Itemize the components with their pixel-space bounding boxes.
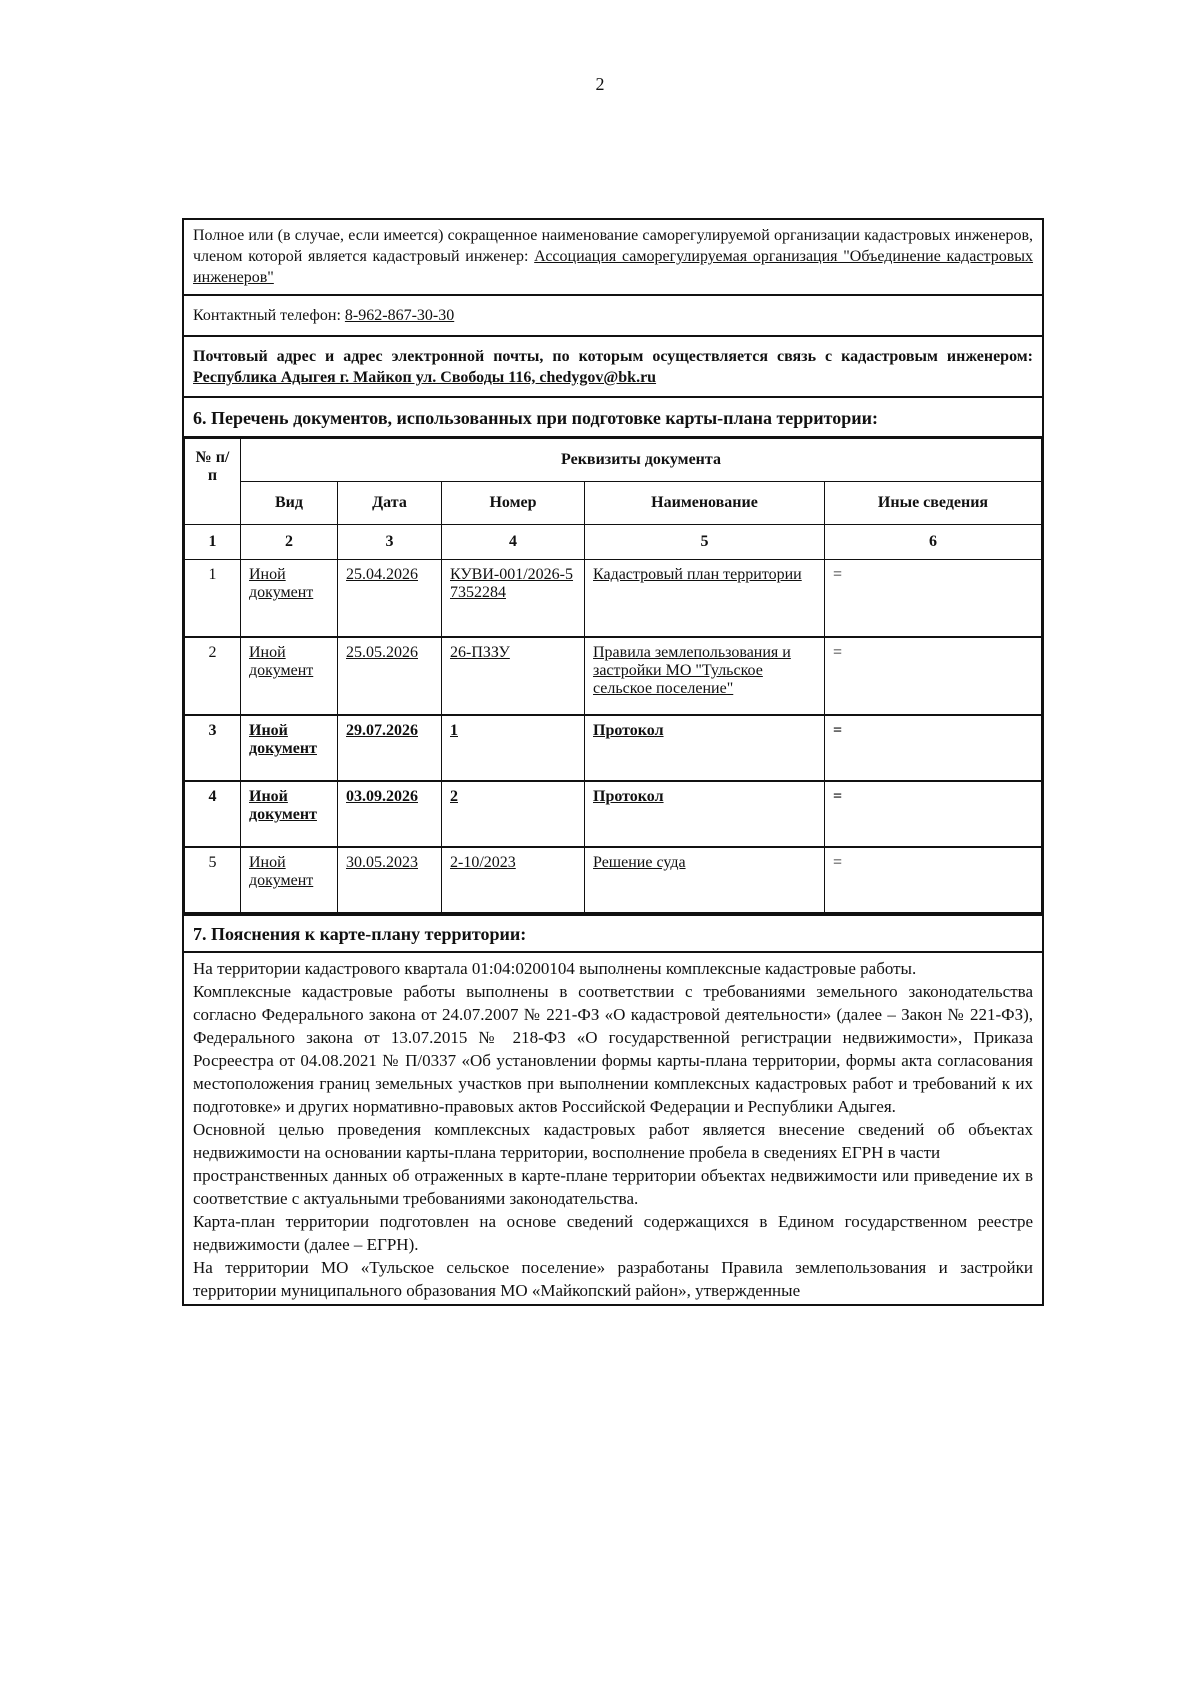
paragraph: На территории МО «Тульское сельское поселение» разработаны Правила землепользования и застройки территории муниципального образования МО «Майкопский район», утвержденные <box>193 1258 1033 1300</box>
row-date: 30.05.2023 <box>338 847 442 913</box>
col-number-5: 5 <box>585 525 825 560</box>
row-num: 2 <box>185 637 241 715</box>
documents-table <box>184 438 1042 914</box>
row-number: 1 <box>442 715 585 781</box>
header-group: Реквизиты документа <box>241 439 1042 482</box>
col-number-6: 6 <box>825 525 1042 560</box>
address-label: Почтовый адрес и адрес электронной почты, по которым осуществляется связь с кадастровым инженером: <box>193 348 1033 365</box>
documents-table-wrap <box>184 438 1042 916</box>
row-other: = <box>825 715 1042 781</box>
header-num: № п/п <box>185 439 241 525</box>
header-number: Номер <box>442 482 585 525</box>
phone-label: Контактный телефон: <box>193 307 341 324</box>
table-row <box>185 781 1042 847</box>
col-number-2: 2 <box>241 525 338 560</box>
row-number: КУВИ-001/2026-57352284 <box>442 560 585 638</box>
org-label: Полное или (в случае, если имеется) сокращенное наименование саморегулируемой организации кадастровых инженеров, членом которой является кадастровый инженер: <box>193 227 1033 265</box>
address-block <box>184 337 1042 398</box>
row-date: 03.09.2026 <box>338 781 442 847</box>
row-vid: Иной документ <box>241 781 338 847</box>
row-date: 25.04.2026 <box>338 560 442 638</box>
row-name: Решение суда <box>585 847 825 913</box>
section7-text <box>184 953 1042 1304</box>
org-value: Ассоциация саморегулируемая организация "Объединение кадастровых инженеров" <box>193 248 1034 286</box>
row-name: Протокол <box>585 715 825 781</box>
row-name: Протокол <box>585 781 825 847</box>
address-value: Республика Адыгея г. Майкоп ул. Свободы 116, chedygov@bk.ru <box>193 369 657 386</box>
paragraph: Основной целью проведения комплексных кадастровых работ является внесение сведений об объектах недвижимости на основании карты-плана территории, восполнение пробела в сведениях ЕГРН в части <box>193 1120 1033 1162</box>
table-row <box>185 637 1042 715</box>
row-number: 2-10/2023 <box>442 847 585 913</box>
paragraph: Комплексные кадастровые работы выполнены в соответствии с требованиями земельного законодательства согласно Федерального закона от 24.07.2007 № 221-ФЗ «О кадастровой деятельности» (далее – Закон № 221-ФЗ), Федерального закона от 13.07.2015 № 218-ФЗ «О государственной регистрации недвижимости», Приказа Росреестра от 04.08.2021 № П/0337 «Об установлении формы карты-плана территории, формы акта согласования местоположения границ земельных участков при выполнении комплексных кадастровых работ и требований к их подготовке» и других нормативно-правовых актов Российской Федерации и Республики Адыгея. <box>193 982 1033 1116</box>
row-other: = <box>825 781 1042 847</box>
header-date: Дата <box>338 482 442 525</box>
row-other: = <box>825 637 1042 715</box>
row-name: Кадастровый план территории <box>585 560 825 638</box>
page-number: 2 <box>595 74 605 94</box>
section6-title: 6. Перечень документов, использованных при подготовке карты-плана территории: <box>184 398 1042 438</box>
row-number: 2 <box>442 781 585 847</box>
row-num: 1 <box>185 560 241 638</box>
col-number-1: 1 <box>185 525 241 560</box>
row-other: = <box>825 560 1042 638</box>
row-vid: Иной документ <box>241 560 338 638</box>
row-num: 4 <box>185 781 241 847</box>
header-vid: Вид <box>241 482 338 525</box>
row-num: 5 <box>185 847 241 913</box>
paragraph: На территории кадастрового квартала 01:04:0200104 выполнены комплексные кадастровые работы. <box>193 959 917 978</box>
document-frame <box>182 218 1044 1306</box>
row-number: 26-ПЗЗУ <box>442 637 585 715</box>
col-number-4: 4 <box>442 525 585 560</box>
table-row <box>185 847 1042 913</box>
table-row <box>185 560 1042 638</box>
row-date: 25.05.2026 <box>338 637 442 715</box>
header-other: Иные сведения <box>825 482 1042 525</box>
org-block <box>184 220 1042 296</box>
header-name: Наименование <box>585 482 825 525</box>
col-number-3: 3 <box>338 525 442 560</box>
phone-block <box>184 296 1042 337</box>
row-num: 3 <box>185 715 241 781</box>
paragraph: Карта-план территории подготовлен на основе сведений содержащихся в Едином государственном реестре недвижимости (далее – ЕГРН). <box>193 1212 1033 1254</box>
row-name: Правила землепользования и застройки МО "Тульское сельское поселение" <box>585 637 825 715</box>
paragraph: пространственных данных об отраженных в карте-плане территории объектах недвижимости или приведение их в соответствие с актуальными требованиями законодательства. <box>193 1166 1033 1208</box>
row-vid: Иной документ <box>241 847 338 913</box>
phone-value: 8-962-867-30-30 <box>344 307 455 324</box>
row-vid: Иной документ <box>241 637 338 715</box>
section7-title: 7. Пояснения к карте-плану территории: <box>184 916 1042 953</box>
row-other: = <box>825 847 1042 913</box>
row-date: 29.07.2026 <box>338 715 442 781</box>
row-vid: Иной документ <box>241 715 338 781</box>
table-row <box>185 715 1042 781</box>
